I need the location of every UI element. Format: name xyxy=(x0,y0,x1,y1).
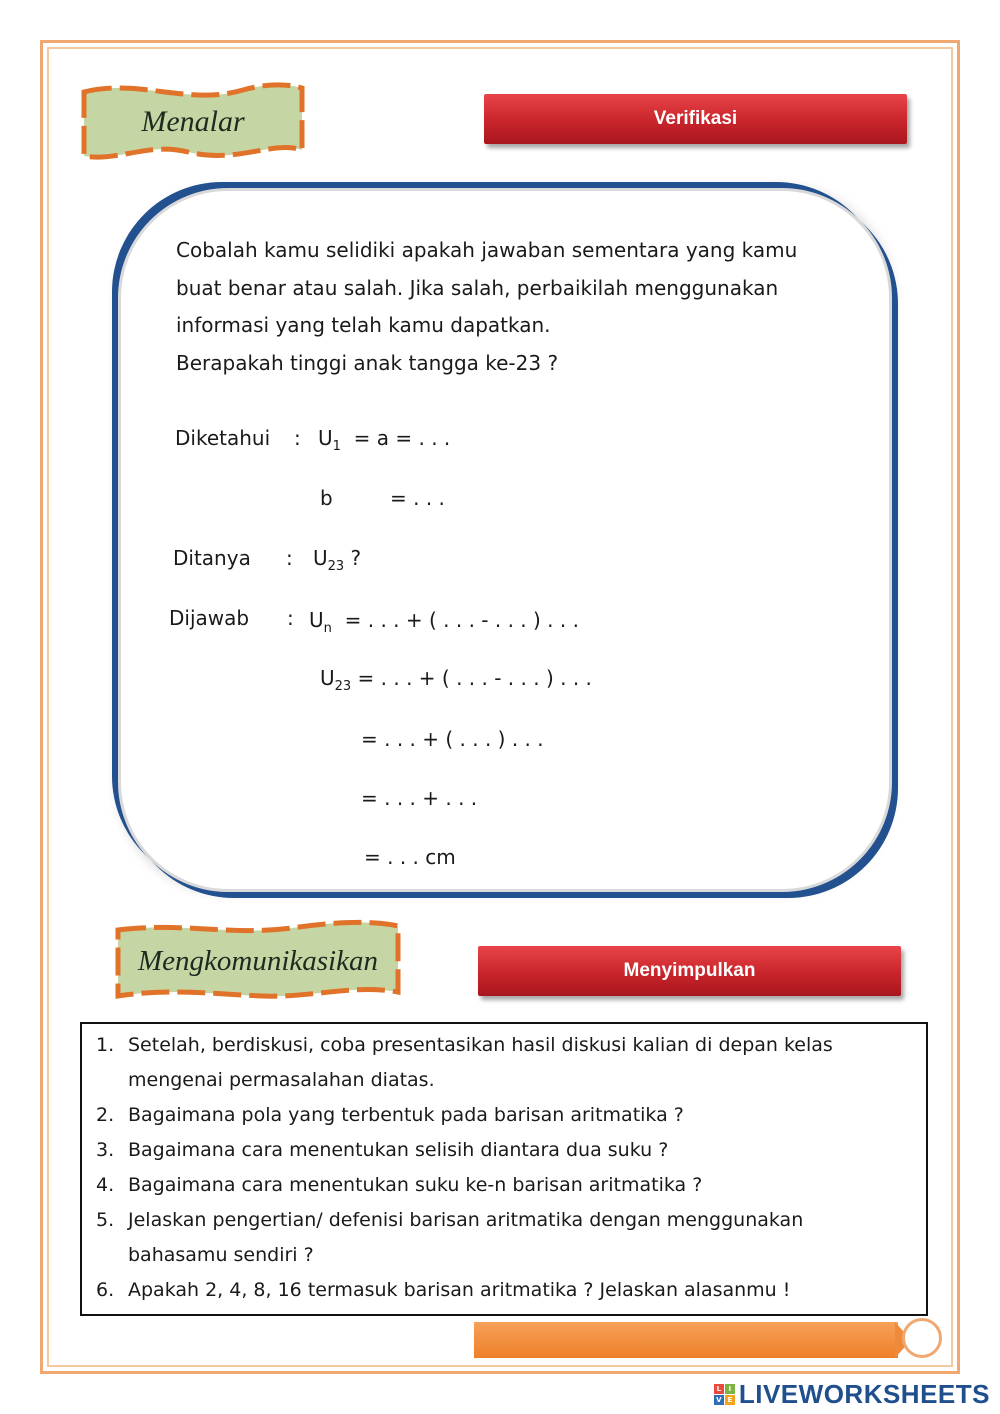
liveworksheets-brand[interactable] xyxy=(714,1378,990,1410)
question-item xyxy=(96,1028,916,1098)
u-subscript: 1 xyxy=(332,439,341,454)
step-u23 xyxy=(320,666,592,694)
diketahui-label: Diketahui xyxy=(175,426,271,450)
logo-tile: V xyxy=(714,1395,724,1405)
question-text xyxy=(128,1028,916,1098)
u-symbol: U xyxy=(309,608,324,632)
u-symbol: U xyxy=(318,426,333,450)
question-text xyxy=(128,1273,916,1308)
dijawab-label: Dijawab xyxy=(169,606,250,630)
question-number: 4. xyxy=(96,1174,115,1196)
verifikasi-bar xyxy=(484,94,907,144)
dijawab-colon: : xyxy=(287,606,294,630)
question-text-line: Bagaimana cara menentukan selisih diantara dua suku ? xyxy=(128,1139,669,1161)
brand-name: LIVEWORKSHEETS xyxy=(738,1378,990,1409)
question-item xyxy=(96,1203,916,1273)
question-line-1: Cobalah kamu selidiki apakah jawaban sementara yang kamu xyxy=(176,238,798,262)
question-text xyxy=(128,1133,916,1168)
logo-tile: I xyxy=(725,1384,735,1394)
menalar-text: Menalar xyxy=(141,105,245,138)
diketahui-colon: : xyxy=(294,426,301,450)
question-text-line: mengenai permasalahan diatas. xyxy=(128,1069,435,1091)
question-item xyxy=(96,1133,916,1168)
question-number: 1. xyxy=(96,1034,115,1056)
ditanya-question-mark: ? xyxy=(350,546,362,570)
u-subscript: n xyxy=(323,621,332,636)
question-text-line: Apakah 2, 4, 8, 16 termasuk barisan aritmatika ? Jelaskan alasanmu ! xyxy=(128,1279,791,1301)
question-item xyxy=(96,1168,916,1203)
diketahui-b-value: = . . . xyxy=(390,486,445,510)
mengkomunikasikan-label xyxy=(112,918,404,1004)
ditanya-u23 xyxy=(313,546,361,574)
menalar-label xyxy=(78,80,308,164)
question-number: 5. xyxy=(96,1209,115,1231)
verifikasi-text: Verifikasi xyxy=(653,108,738,129)
question-line-4: Berapakah tinggi anak tangga ke-23 ? xyxy=(176,350,559,375)
question-item xyxy=(96,1273,916,1308)
mengkomunikasikan-text: Mengkomunikasikan xyxy=(138,944,378,977)
diketahui-u1 xyxy=(318,426,450,454)
diketahui-b: b xyxy=(320,486,333,510)
question-text-line: Jelaskan pengertian/ defenisi barisan aritmatika dengan menggunakan xyxy=(128,1209,804,1231)
questions-list xyxy=(96,1028,916,1308)
question-number: 3. xyxy=(96,1139,115,1161)
menyimpulkan-bar xyxy=(478,946,901,996)
menyimpulkan-text: Menyimpulkan xyxy=(623,960,756,981)
dijawab-un xyxy=(309,608,579,636)
u-subscript: 23 xyxy=(334,679,352,694)
question-text-line: Setelah, berdiskusi, coba presentasikan hasil diskusi kalian di depan kelas xyxy=(128,1034,833,1056)
diketahui-u1-value: = a = . . . xyxy=(353,426,451,450)
footer-circle xyxy=(902,1318,942,1358)
question-number: 6. xyxy=(96,1279,115,1301)
question-paragraph xyxy=(176,232,856,382)
u-symbol: U xyxy=(313,546,328,570)
question-text xyxy=(128,1203,916,1273)
step-4: = . . . cm xyxy=(364,845,456,869)
question-text-line: bahasamu sendiri ? xyxy=(128,1244,314,1266)
step-u23-formula: = . . . + ( . . . - . . . ) . . . xyxy=(357,666,592,690)
logo-tile: L xyxy=(714,1384,724,1394)
u-symbol: U xyxy=(320,666,335,690)
question-line-3: informasi yang telah kamu dapatkan. xyxy=(176,313,551,337)
step-2: = . . . + ( . . . ) . . . xyxy=(361,727,544,751)
step-3: = . . . + . . . xyxy=(361,786,478,810)
question-text-line: Bagaimana cara menentukan suku ke-n barisan aritmatika ? xyxy=(128,1174,703,1196)
dijawab-un-formula: = . . . + ( . . . - . . . ) . . . xyxy=(344,608,579,632)
ditanya-label: Ditanya xyxy=(173,546,251,570)
question-item xyxy=(96,1098,916,1133)
logo-tile: E xyxy=(725,1395,735,1405)
liveworksheets-logo-icon xyxy=(714,1384,735,1405)
footer-bar xyxy=(474,1322,898,1358)
question-text-line: Bagaimana pola yang terbentuk pada barisan aritmatika ? xyxy=(128,1104,684,1126)
question-line-2: buat benar atau salah. Jika salah, perbaikilah menggunakan xyxy=(176,275,779,300)
question-text xyxy=(128,1168,916,1203)
u-subscript: 23 xyxy=(327,559,345,574)
question-number: 2. xyxy=(96,1104,115,1126)
question-text xyxy=(128,1098,916,1133)
ditanya-colon: : xyxy=(286,546,293,570)
